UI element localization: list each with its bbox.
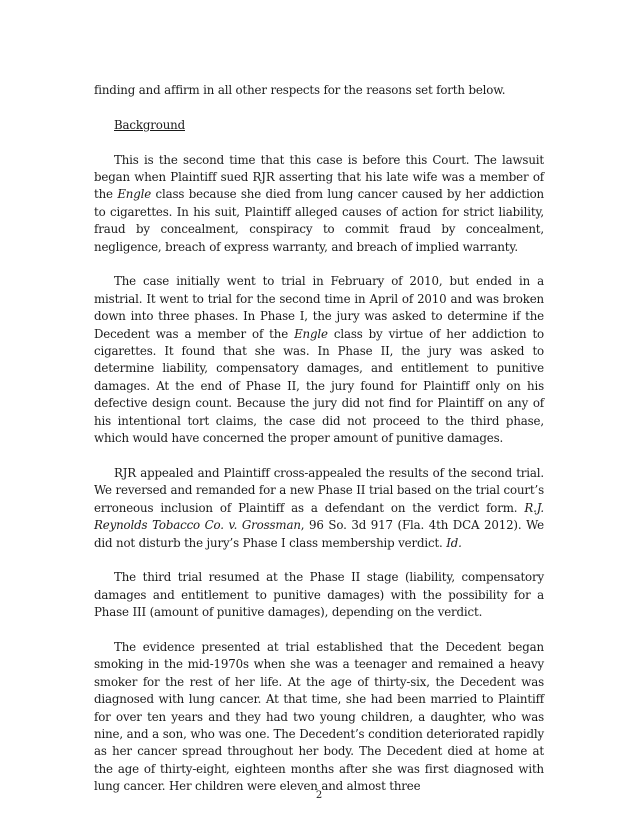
- case-name-italic: Engle: [117, 187, 152, 202]
- page-number: 2: [315, 790, 323, 801]
- paragraph-text: The case initially went to trial in February of 2010, but ended in a mistrial. It went to trial for the second time in April of 2010 and was broken down into three phases. In Phase I, the jury was asked to determine if the Decedent was a member of the: [94, 274, 544, 341]
- paragraph-opening: [94, 82, 544, 99]
- paragraph-text: The third trial resumed at the Phase II stage (liability, compensatory damages and entitlement to punitive damages) with the possibility for a Phase III (amount of punitive damages), depending on the verdict.: [94, 570, 544, 620]
- paragraph-text: class because she died from lung cancer caused by her addiction to cigarettes. In his suit, Plaintiff alleged causes of action for strict liability, fraud by concealment, conspiracy to commit fraud by concealment, negligence, breach of express warranty, and breach of implied warranty.: [94, 187, 544, 254]
- paragraph-text: The evidence presented at trial established that the Decedent began smoking in the mid-1970s when she was a teenager and remained a heavy smoker for the rest of her life. At the age of thirty-six, the Decedent was diagnosed with lung cancer. At that time, she had been married to Plaintiff for over ten years and they had two young children, a daughter, who was nine, and a son, who was one. The Decedent’s condition deteriorated rapidly as her cancer spread throughout her body. The Decedent died at home at the age of thirty-eight, eighteen months after she was first diagnosed with lung cancer. Her children were eleven and almost three: [94, 639, 544, 794]
- paragraph-text: RJR appealed and Plaintiff cross-appealed the results of the second trial. We reversed and remanded for a new Phase II trial based on the trial court’s erroneous inclusion of Plaintiff as a defendant on the verdict form.: [94, 465, 544, 515]
- section-heading: [94, 117, 544, 134]
- paragraph-text: class by virtue of her addiction to cigarettes. It found that she was. In Phase II, the jury was asked to determine liability, compensatory damages, and entitlement to punitive damages. At the end of Phase II, the jury found for Plaintiff only on his defective design count. Because the jury did not find for Plaintiff on any of his intentional tort claims, the case did not proceed to the third phase, which would have concerned the proper amount of punitive damages.: [94, 326, 544, 446]
- paragraph-text: This is the second time that this case is before this Court. The lawsuit began when Plaintiff sued RJR asserting that his late wife was a member of the: [94, 152, 544, 202]
- document-page: [94, 82, 544, 813]
- case-citation-italic: R.J. Reynolds Tobacco Co. v. Grossman: [94, 500, 544, 533]
- paragraph-text: finding and affirm in all other respects for the reasons set forth below.: [94, 83, 506, 97]
- paragraph-background: [94, 152, 544, 256]
- paragraph-appeal: [94, 465, 544, 552]
- id-citation-italic: Id.: [446, 535, 462, 550]
- paragraph-evidence: [94, 639, 544, 796]
- heading-text: Background: [114, 117, 185, 132]
- case-name-italic: Engle: [294, 326, 328, 341]
- paragraph-trial-history: [94, 273, 544, 447]
- paragraph-text: , 96 So. 3d 917 (Fla. 4th DCA 2012). We did not disturb the jury’s Phase I class membership verdict.: [94, 518, 544, 550]
- paragraph-third-trial: [94, 569, 544, 621]
